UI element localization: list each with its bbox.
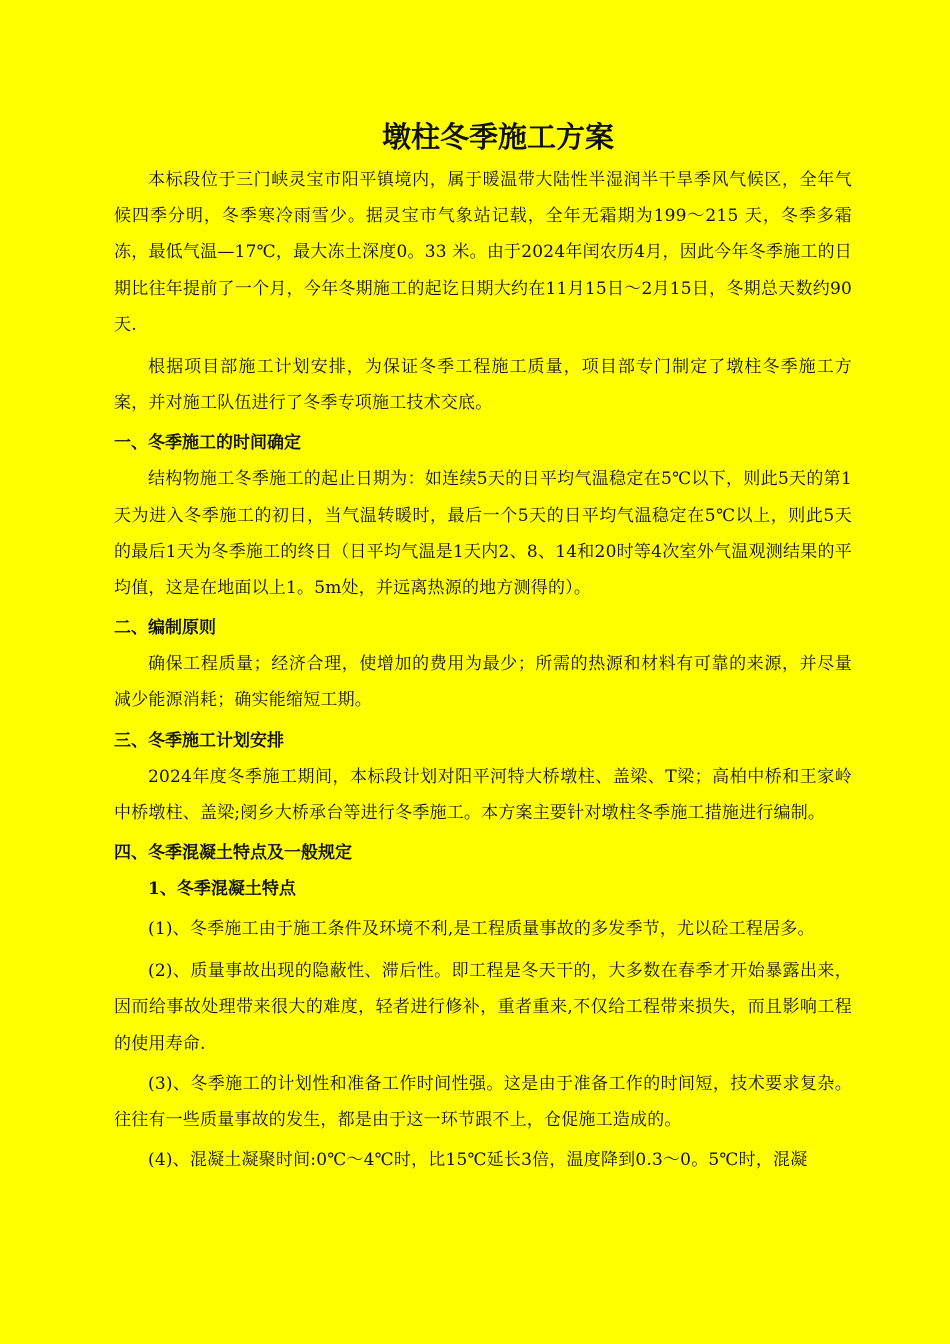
paragraph-feature-2: (2)、质量事故出现的隐蔽性、滞后性。即工程是冬天干的，大多数在春季才开始暴露出来，因而给事故处理带来很大的难度，轻者进行修补，重者重来,不仅给工程带来损失，而且影响工程的使用寿命. xyxy=(114,961,852,1054)
section-heading-time: 一、冬季施工的时间确定 xyxy=(114,433,301,454)
paragraph-principles: 确保工程质量；经济合理，使增加的费用为最少；所需的热源和材料有可靠的来源，并尽量减少能源消耗；确实能缩短工期。 xyxy=(114,654,852,711)
document-page xyxy=(114,112,852,1178)
paragraph-feature-1: (1)、冬季施工由于施工条件及环境不利,是工程质量事故的多发季节，尤以砼工程居多。 xyxy=(148,919,815,940)
subsection-heading-features: 1、冬季混凝土特点 xyxy=(148,879,296,900)
paragraph-time: 结构物施工冬季施工的起止日期为：如连续5天的日平均气温稳定在5℃以下，则此5天的第1天为进入冬季施工的初日，当气温转暖时，最后一个5天的日平均气温稳定在5℃以上，则此5天的最后1天为冬季施工的终日（日平均气温是1天内2、8、14和20时等4次室外气温观测结果的平均值，这是在地面以上1。5m处，并远离热源的地方测得的）。 xyxy=(114,469,852,599)
paragraph-plan: 2024年度冬季施工期间，本标段计划对阳平河特大桥墩柱、盖梁、T梁；高柏中桥和王家岭中桥墩柱、盖梁;阌乡大桥承台等进行冬季施工。本方案主要针对墩柱冬季施工措施进行编制。 xyxy=(114,766,852,823)
document-title: 墩柱冬季施工方案 xyxy=(381,120,614,154)
section-heading-principles: 二、编制原则 xyxy=(114,618,216,639)
paragraph-intro: 本标段位于三门峡灵宝市阳平镇境内，属于暖温带大陆性半湿润半干旱季风气候区，全年气候四季分明，冬季寒冷雨雪少。据灵宝市气象站记载，全年无霜期为199～215 天，冬季多霜冻，最低气温—17℃，最大冻土深度0。33 米。由于2024年闰农历4月，因此今年冬季施工的日期比往年提前了一个月，今年冬期施工的起讫日期大约在11月15日～2月15日，冬期总天数约90天. xyxy=(114,170,852,335)
paragraph-basis: 根据项目部施工计划安排，为保证冬季工程施工质量，项目部专门制定了墩柱冬季施工方案，并对施工队伍进行了冬季专项施工技术交底。 xyxy=(114,357,852,414)
paragraph-feature-3: (3)、冬季施工的计划性和准备工作时间性强。这是由于准备工作的时间短，技术要求复杂。往往有一些质量事故的发生，都是由于这一环节跟不上，仓促施工造成的。 xyxy=(114,1073,852,1131)
paragraph-feature-4: (4)、混凝土凝聚时间:0℃～4℃时，比15℃延长3倍，温度降到0.3～0。5℃时，混凝 xyxy=(148,1150,808,1171)
section-heading-concrete: 四、冬季混凝土特点及一般规定 xyxy=(114,843,352,864)
section-heading-plan: 三、冬季施工计划安排 xyxy=(114,730,284,751)
